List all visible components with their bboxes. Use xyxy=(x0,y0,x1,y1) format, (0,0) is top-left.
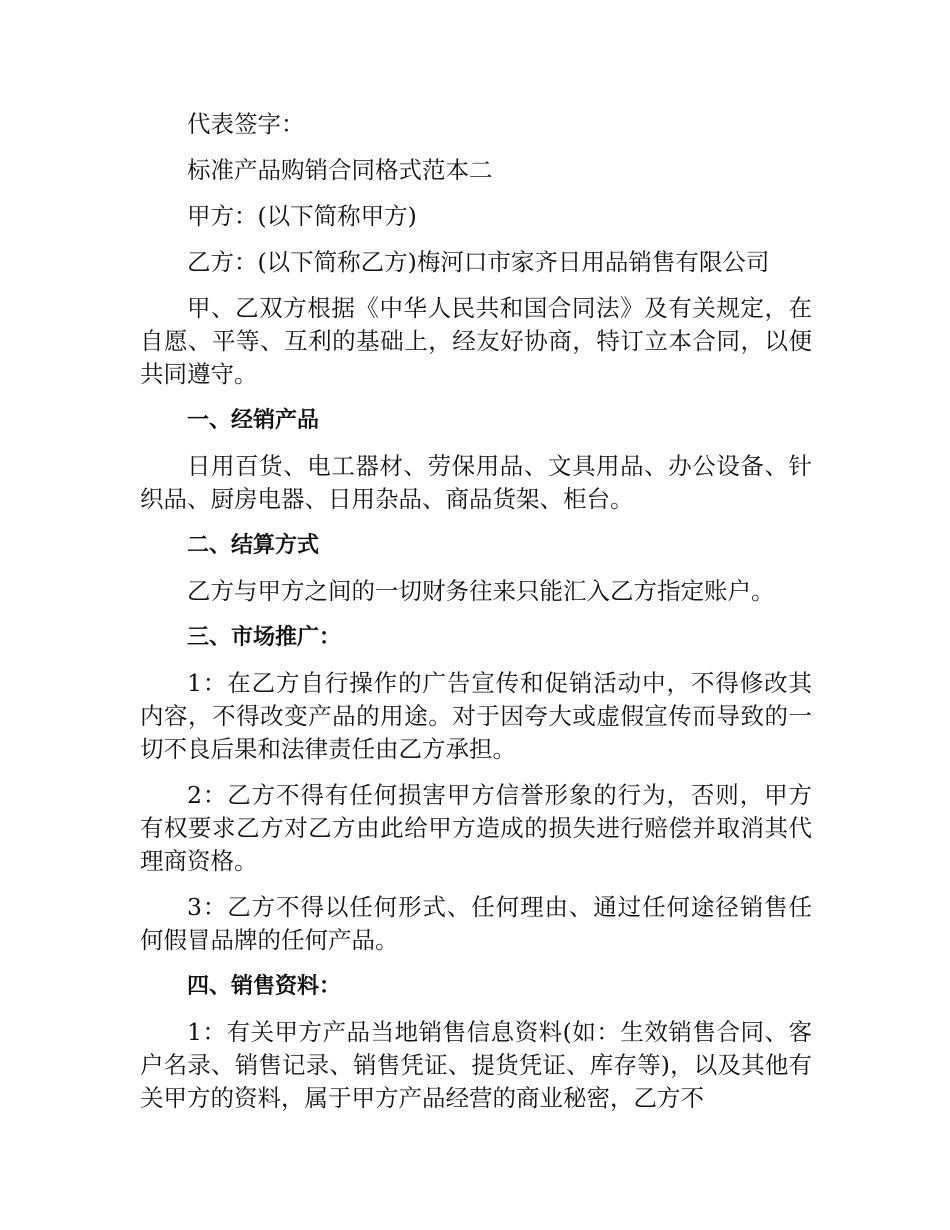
section-text-settlement: 乙方与甲方之间的一切财务往来只能汇入乙方指定账户。 xyxy=(187,577,775,605)
sales-materials-clause-1: 1：有关甲方产品当地销售信息资料(如：生效销售合同、客户名录、销售记录、销售凭证、提货凭证、库存等)，以及其他有关甲方的资料，属于甲方产品经营的商业秘密，乙方不 xyxy=(140,1018,812,1112)
contract-title: 标准产品购销合同格式范本二 xyxy=(187,156,493,184)
section-heading-products: 一、经销产品 xyxy=(187,408,320,433)
representative-signature-line: 代表签字： xyxy=(187,110,305,138)
document-body xyxy=(140,108,812,1128)
party-b-line: 乙方：(以下简称乙方)梅河口市家齐日用品销售有限公司 xyxy=(187,248,770,276)
marketing-clause-2: 2：乙方不得有任何损害甲方信誉形象的行为，否则，甲方有权要求乙方对乙方由此给甲方造成的损失进行赔偿并取消其代理商资格。 xyxy=(140,781,812,875)
section-text-products: 日用百货、电工器材、劳保用品、文具用品、办公设备、针织品、厨房电器、日用杂品、商品货架、柜台。 xyxy=(140,452,812,513)
section-heading-settlement: 二、结算方式 xyxy=(187,533,320,558)
section-heading-sales-materials: 四、销售资料： xyxy=(187,974,342,999)
party-a-line: 甲方：(以下简称甲方) xyxy=(187,202,417,230)
section-heading-marketing: 三、市场推广： xyxy=(187,625,342,650)
marketing-clause-1: 1：在乙方自行操作的广告宣传和促销活动中，不得修改其内容，不得改变产品的用途。对于因夸大或虚假宣传而导致的一切不良后果和法律责任由乙方承担。 xyxy=(140,669,812,763)
preamble-paragraph: 甲、乙双方根据《中华人民共和国合同法》及有关规定，在自愿、平等、互利的基础上，经友好协商，特订立本合同，以便共同遵守。 xyxy=(140,294,812,388)
marketing-clause-3: 3：乙方不得以任何形式、任何理由、通过任何途径销售任何假冒品牌的任何产品。 xyxy=(140,893,812,954)
